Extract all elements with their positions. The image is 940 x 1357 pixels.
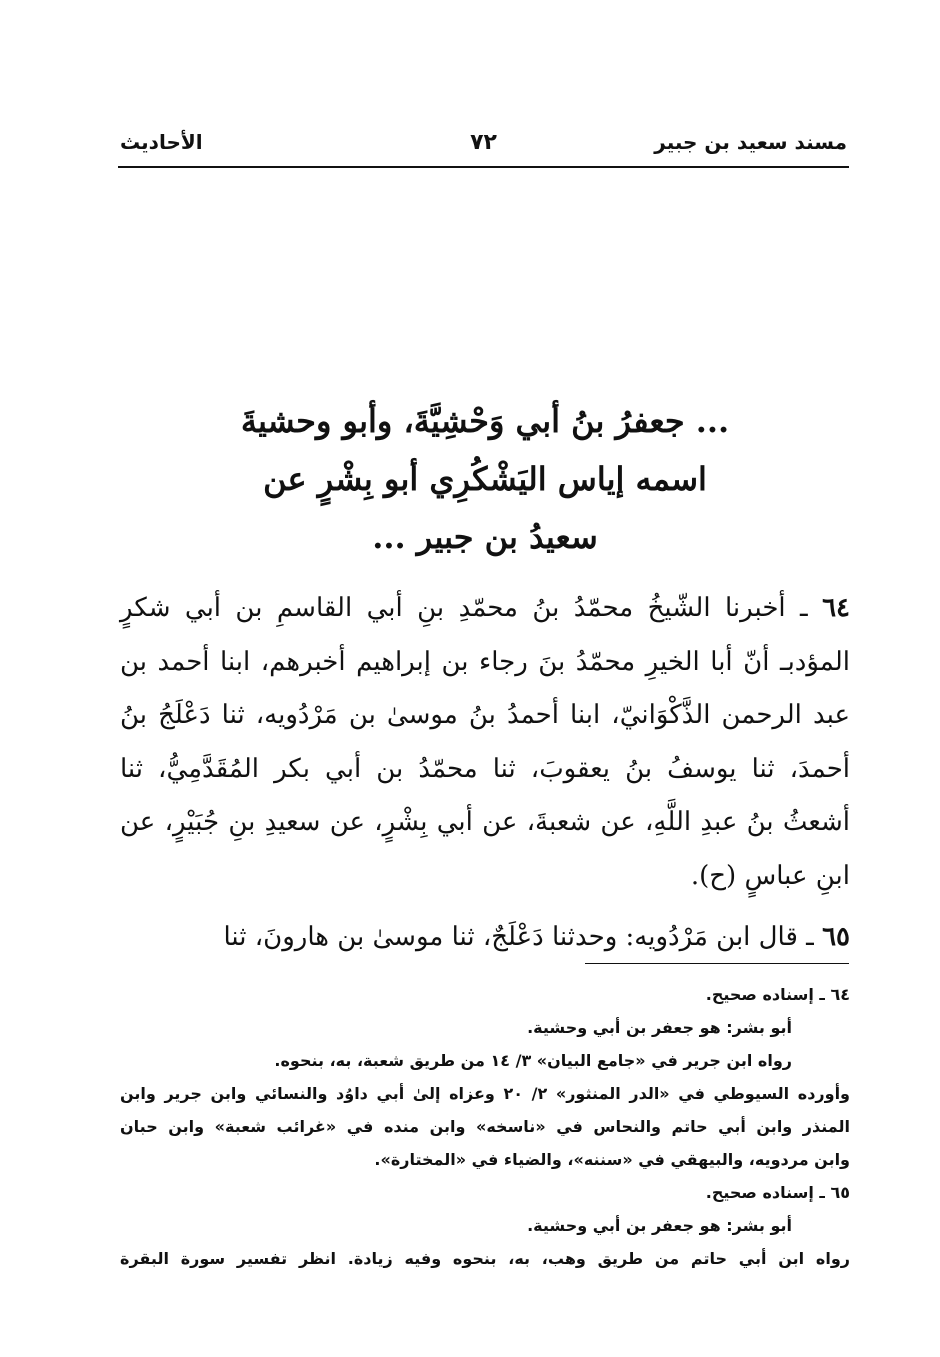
footnotes bbox=[120, 978, 850, 1275]
footnote-line: ٦٤ ـ إسناده صحيح. bbox=[705, 985, 850, 1004]
chapter-heading-line: اسمه إياس اليَشْكُرِي أبو بِشْرٍ عن bbox=[263, 460, 707, 498]
footnote-line: ٦٥ ـ إسناده صحيح. bbox=[705, 1183, 850, 1202]
chapter-heading-line: سعيدُ بن جبير ... bbox=[372, 518, 598, 556]
footnote-line: أبو بشر: هو جعفر بن أبي وحشية. bbox=[527, 1018, 792, 1037]
running-header bbox=[118, 118, 849, 168]
hadith-paragraph bbox=[120, 582, 850, 903]
book-title: مسند سعيد بن جبير bbox=[654, 130, 847, 154]
section-title: الأحاديث bbox=[120, 130, 203, 154]
chapter-heading bbox=[150, 392, 820, 566]
hadith-text: ـ قال ابن مَرْدُويه: وحدثنا دَعْلَجٌ، ثنا موسىٰ بن هارونَ، ثنا bbox=[223, 922, 814, 952]
page-number: ٧٢ bbox=[470, 130, 497, 155]
hadith-number: ٦٤ bbox=[822, 593, 850, 623]
footnote-line: أبو بشر: هو جعفر بن أبي وحشية. bbox=[527, 1216, 792, 1235]
hadith-paragraph bbox=[120, 911, 850, 965]
footnote-line: وأورده السيوطي في «الدر المنثور» ٢/ ٢٠ وعزاه إلىٰ أبي داوُد والنسائي وابن جرير وابن bbox=[120, 1084, 850, 1103]
hadith-number: ٦٥ bbox=[822, 922, 850, 952]
chapter-heading-line: ... جعفرُ بنُ أبي وَحْشِيَّةَ، وأبو وحشيةَ bbox=[240, 402, 730, 440]
main-text bbox=[120, 582, 850, 965]
footnote-line: المنذر وابن أبي حاتم والنحاس في «ناسخه» وابن منده في «غرائب شعبة» وابن حبان bbox=[120, 1117, 850, 1136]
footnote-line: رواه ابن أبي حاتم من طريق وهب، به، بنحوه وفيه زيادة. انظر تفسير سورة البقرة bbox=[120, 1249, 850, 1268]
footnote-line: رواه ابن جرير في «جامع البيان» ٣/ ١٤ من طريق شعبة، به، بنحوه. bbox=[274, 1051, 792, 1070]
hadith-text: ـ أخبرنا الشّيخُ محمّدُ بنُ محمّدِ بنِ أبي القاسمِ بن أبي شكرٍ المؤدبـ أنّ أبا الخيرِ محمّدُ بنَ رجاء بن إبراهيم أخبرهم، ابنا أحمد بن عبد الرحمن الذَّكْوَانيّ، ابنا أحمدُ بنُ موسىٰ بن مَرْدُويه، ثنا دَعْلَجُ بنُ أحمدَ، ثنا يوسفُ بنُ يعقوبَ، ثنا محمّدُ بن أبي بكر المُقَدَّمِيُّ، ثنا أشعثُ بنُ عبدِ اللَّهِ، عن شعبةَ، عن أبي بِشْرٍ، عن سعيدِ بنِ جُبَيْرٍ، عن ابنِ عباسٍ (ح). bbox=[120, 593, 850, 891]
footnote-line: وابن مردويه، والبيهقي في «سننه»، والضياء في «المختارة». bbox=[374, 1150, 850, 1169]
footnote-separator bbox=[585, 963, 849, 964]
